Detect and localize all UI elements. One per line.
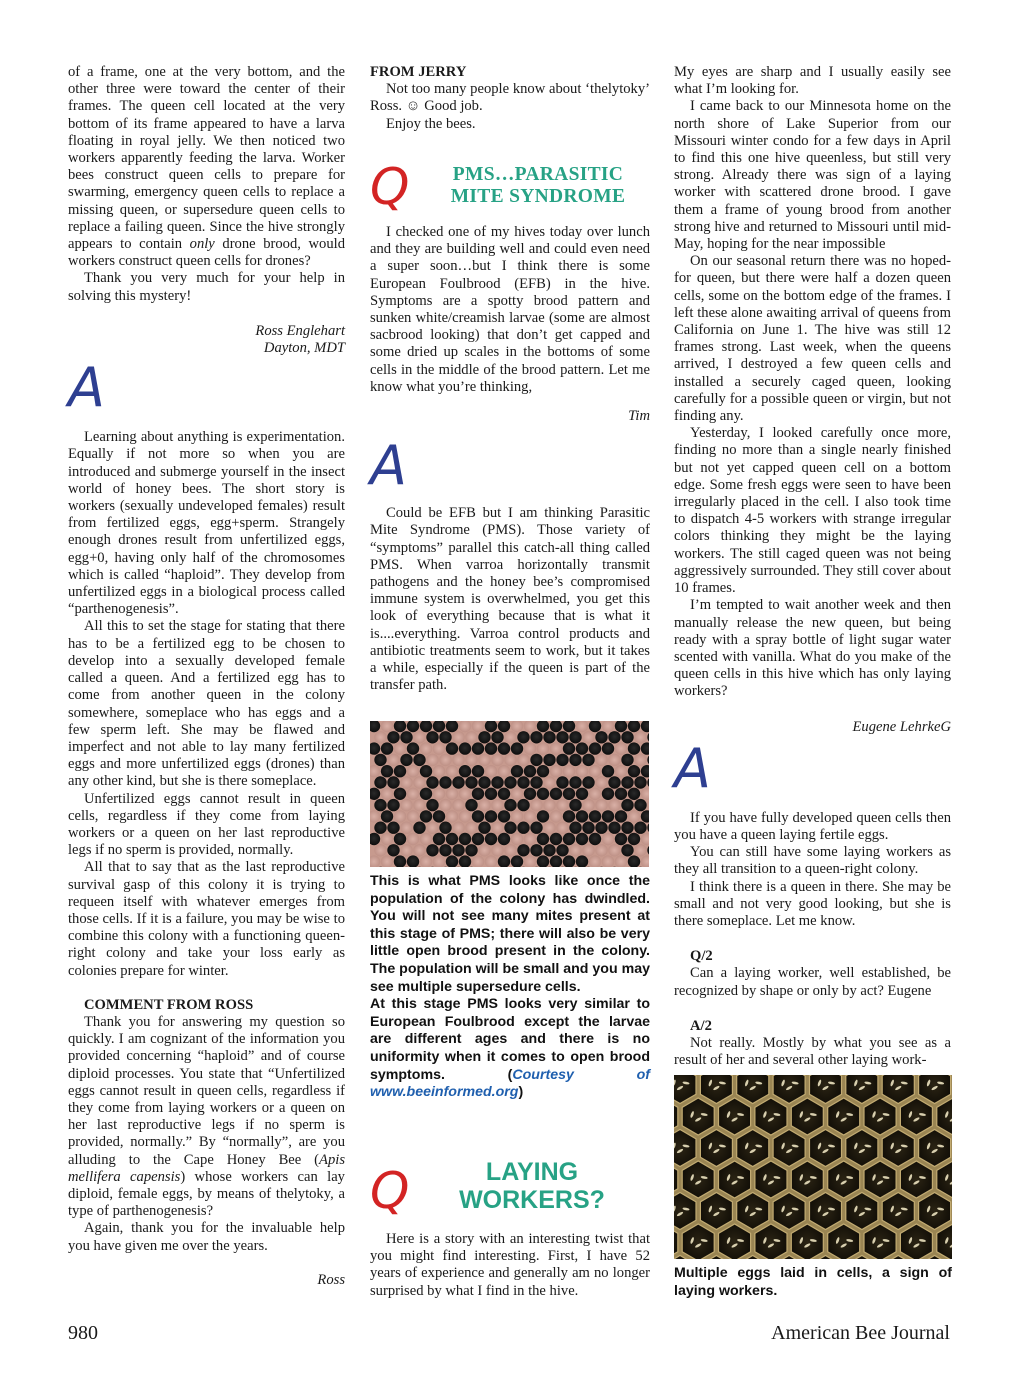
question-q-icon: Q xyxy=(370,158,410,216)
pms-heading-line: PMS…PARASITIC xyxy=(452,164,624,185)
comment-paragraph: Again, thank you for the invaluable help you have given me over the years. xyxy=(68,1220,345,1254)
jerry-heading: FROM JERRY xyxy=(370,64,467,80)
courtesy-link[interactable]: Courtesy of www.beeinformed.org xyxy=(370,1066,650,1101)
answer-paragraph: Learning about anything is experimentation. Equally if not more so when you are introduced and submerge yourself in the insect world of honey bees. The short story is workers (sexually undeveloped females) result from fertilized eggs, egg+sperm. Strangely enough drones result from unfertilized eggs, egg+0, having only half of the chromosomes which is called “haploid”. They develop from unfertilized eggs in a biological process called “parthenogenesis”. xyxy=(68,429,345,618)
letter-signature: Eugene LehrkeG xyxy=(852,718,951,735)
letter-paragraph: I’m tempted to wait another week and then manually release the new queen, but being ready with a spray bottle of light sugar water scented with vanilla. What do you make of the queen cells in this hive which has only laying workers? xyxy=(674,597,951,700)
pms-caption-text: At this stage PMS looks very similar to European Foulbrood except the larvae are different ages and there is no uniformity when it comes to open brood symptoms. (Courtesy of www.beeinformed.org) xyxy=(370,996,650,1101)
letter-paragraph: Yesterday, I looked carefully once more, finding no more than a single nearly finished but not yet capped queen cell on a bottom edge. Some fresh eggs were seen to have been irregularly placed in the cell. I also took time to dispatch 4-5 workers with strange irregular colors thinking they might be the laying workers. The still caged queen was not being aggressively surrounded. They still cover about 10 frames. xyxy=(674,425,951,597)
laying-workers-question xyxy=(370,1231,650,1300)
signature-place: Dayton, MDT xyxy=(263,340,345,357)
a2-paragraph: Not really. Mostly by what you see as a result of her and several other laying work- xyxy=(674,1034,951,1069)
answer-paragraph: I think there is a queen in there. She may be small and not very good looking, but she is there someplace. Let me know. xyxy=(674,878,951,929)
page-number: 980 xyxy=(68,1322,98,1344)
pms-heading xyxy=(432,164,644,208)
q2-heading: Q/2 xyxy=(690,948,713,965)
pms-caption xyxy=(370,873,650,1102)
jerry-paragraph: Enjoy the bees. xyxy=(386,115,476,132)
laying-workers-caption-text: Multiple eggs laid in cells, a sign of laying workers. xyxy=(674,1265,952,1299)
answer-paragraph: All this to set the stage for stating that there has to be a fertilized egg to be chosen to develop into a sexually developed female called a queen. And a fertilized egg has to come from another queen in the colony somewhere, someplace who has eggs and a few sperm left. She may be flawed and imperfect and not able to lay many fertilized eggs and more unfertilized eggs (drones) than any other kind, but she is there someplace. xyxy=(68,618,345,790)
question-paragraph: Here is a story with an interesting twist that you might find interesting. First, I have 52 years of experience and generally am no longer surprised by what I find in the hive. xyxy=(370,1231,650,1299)
pms-heading-line: MITE SYNDROME xyxy=(450,186,626,207)
comment-paragraph: Thank you for answering my question so quickly. I am cognizant of the information you provided concerning “haploid” and of course diploid processes. You state that “Unfertilized eggs cannot result in queen cells, regardless if they come from laying workers or a queen on her last reproductive legs if no sperm is provided, normally.” By “normally”, are you alluding to the Cape Honey Bee (Apis mellifera capensis) whose workers can lay diploid, female eggs, by means of thelytoky, a type of parthenogenesis? xyxy=(68,1013,345,1220)
letter-paragraph: Thank you very much for your help in solving this mystery! xyxy=(68,270,345,304)
signature-name: Ross Englehart xyxy=(255,322,345,339)
letter-paragraph: On our seasonal return there was no hoped-for queen, but there were half a dozen queen cells, some on the bottom edge of the frames. I left these alone awaiting arrival of queens from California on June 1. The hive was still 12 frames strong. Last week, when the queens arrived, I destroyed a few queen cells and installed a securely caged queen, looking carefully for a possible queen or virgin, but not finding any. xyxy=(674,253,951,425)
letter-paragraph: My eyes are sharp and I usually easily see what I’m looking for. xyxy=(674,64,951,98)
pms-caption-text: This is what PMS looks like once the population of the colony has dwindled. You will not see many mites present at this stage of PMS; there will also be very little open brood present in the colony. The population will be small and you may see multiple supersedure cells. xyxy=(370,873,650,995)
comment-heading: COMMENT FROM ROSS xyxy=(84,996,254,1013)
answer-paragraph: If you have fully developed queen cells then you have a queen laying fertile eggs. xyxy=(674,809,951,843)
pms-brood-photo xyxy=(370,721,649,867)
answer-paragraph: Unfertilized eggs cannot result in queen cells, regardless if they come from laying workers or a queen on her last reproductive legs if no sperm is provided, normally. xyxy=(68,790,345,859)
answer-a-icon: A xyxy=(674,736,711,800)
laying-workers-heading xyxy=(448,1158,616,1214)
answer-a-icon: A xyxy=(370,434,407,498)
laying-workers-heading-line: LAYING xyxy=(485,1158,579,1186)
laying-workers-caption xyxy=(674,1265,952,1300)
a2-heading: A/2 xyxy=(690,1017,712,1034)
answer-paragraph: You can still have some laying workers as they all transition to a queen-right colony. xyxy=(674,844,951,878)
column-1 xyxy=(68,64,345,1289)
answer-paragraph: All that to say that as the last reproductive survival gasp of this colony it is trying to requeen itself with whatever emerges from those cells. If it is a failure, you may be wise to combine this colony with a functioning queen-right colony and take your loss early as colonies prepare for winter. xyxy=(68,859,345,979)
letter-paragraph: I came back to our Minnesota home on the north shore of Lake Superior from our Missouri winter condo for a few days in April to find this one hive queenless, but still very strong. Already there was sign of a laying worker with scattered drone brood. I gave them a frame of young brood from another strong hive and returned to Missouri until mid-May, hoping for the near impossible xyxy=(674,98,951,253)
laying-workers-photo xyxy=(674,1075,952,1259)
question-paragraph: I checked one of my hives today over lunch and they are building well and could even need a super soon…but I think there is some European Foulbrood (EFB) in the hive. Symptoms are a spotty brood pattern and sunken white/creamish larvae (some are almost sacbrood looking) that don’t get capped and some dried up scales in the bottoms of some cells in the middle of the brood pattern. Let me know what you’re thinking, xyxy=(370,224,650,395)
question-signature: Tim xyxy=(628,408,650,425)
comment-signature: Ross xyxy=(317,1271,345,1288)
journal-name: American Bee Journal xyxy=(771,1322,950,1344)
column-3 xyxy=(674,64,951,1069)
letter-paragraph: of a frame, one at the very bottom, and the other three were toward the center of their frames. The queen cell located at the very bottom of its frame appeared to have a larva floating in royal jelly. We then noticed two workers apparently feeding the larva. Worker bees construct queen cells to prepare for swarming, emergency queen cells to replace a missing queen, or supersedure queen cells to replace a failing queen. Since the hive strongly appears to contain only drone brood, would workers construct queen cells for drones? xyxy=(68,64,345,270)
pms-question xyxy=(370,224,650,694)
jerry-paragraph: Not too many people know about ‘thelytoky’ Ross. ☺ Good job. xyxy=(370,81,650,115)
q2-paragraph: Can a laying worker, well established, be recognized by shape or only by act? Eugene xyxy=(674,965,951,999)
laying-workers-heading-line: WORKERS? xyxy=(459,1186,605,1214)
column-2 xyxy=(370,64,650,133)
question-q-icon: Q xyxy=(370,1162,410,1220)
answer-a-icon: A xyxy=(68,356,105,420)
answer-paragraph: Could be EFB but I am thinking Parasitic Mite Syndrome (PMS). Those variety of “symptoms” parallel this catch-all thing called PMS. When varroa horizontally transmit pathogens and the honey bee’s compromised immune system is overwhelmed, you get this look of everything because that is what it is....everything. Varroa control products and antibiotic treatments seem to work, but it takes a while, especially if the queen is part of the transfer path. xyxy=(370,505,650,694)
